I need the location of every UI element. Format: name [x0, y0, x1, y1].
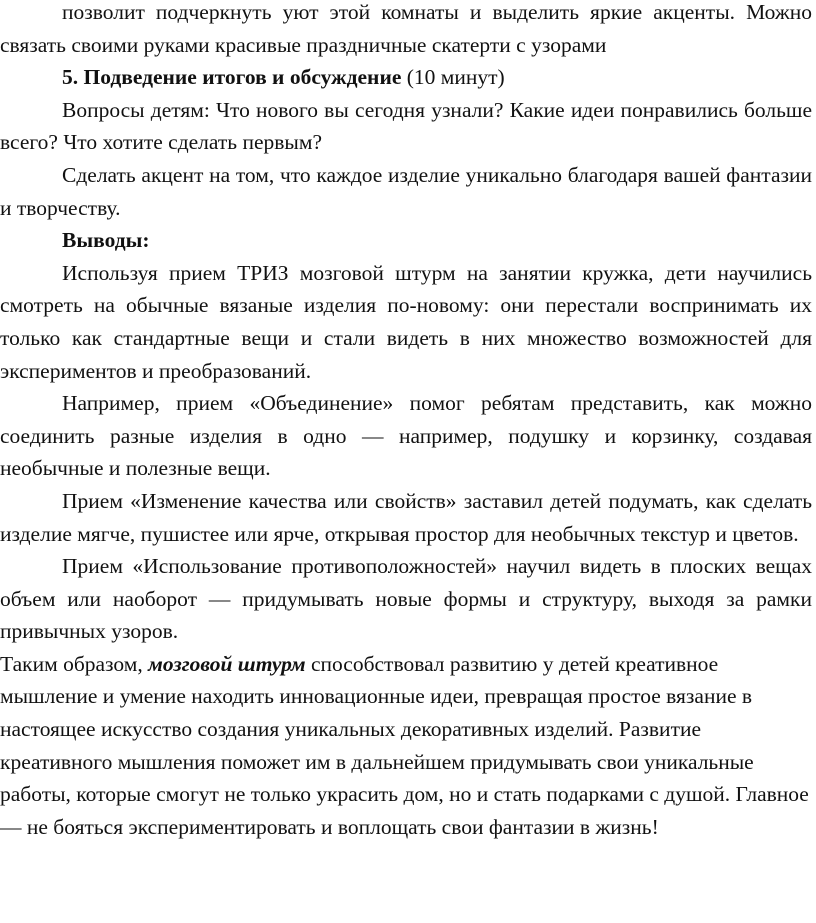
section-heading-conclusions	[0, 224, 812, 257]
section-heading-bold: 5. Подведение итогов и обсуждение	[62, 65, 402, 90]
paragraph-emphasis: Сделать акцент на том, что каждое изделие уникально благодаря вашей фантазии и творчеству.	[0, 162, 812, 220]
paragraph-triz-brainstorm: Используя прием ТРИЗ мозговой штурм на занятии кружка, дети научились смотреть на обычные вязаные изделия по-новому: они перестали воспринимать их только как стандартные вещи и стали видеть в них множество возможностей для экспериментов и преобразований.	[0, 260, 812, 383]
final-conclusion-emphasis: мозговой штурм	[148, 651, 306, 676]
final-conclusion-rest: способствовал развитию у детей креативное мышление и умение находить инновационные идеи, превращая простое вязание в настоящее искусство создания уникальных декоративных изделий. Развитие креативного мышления поможет им в дальнейшем придумывать свои уникальные работы, которые смогут не только украсить дом, но и стать подарками с душой. Главное — не бояться экспериментировать и воплощать свои фантазии в жизнь!	[0, 651, 809, 839]
paragraph-opposites: Прием «Использование противоположностей» научил видеть в плоских вещах объем или наоборот — придумывать новые формы и структуру, выходя за рамки привычных узоров.	[0, 554, 812, 644]
paragraph-final-conclusion	[0, 648, 812, 844]
conclusions-label: Выводы:	[62, 228, 150, 253]
section-heading-summary	[0, 61, 812, 94]
paragraph-intro-continuation: позволит подчеркнуть уют этой комнаты и выделить яркие акценты. Можно связать своими руками красивые праздничные скатерти с узорами	[0, 0, 812, 57]
section-heading-duration: (10 минут)	[401, 65, 505, 90]
paragraph-combination: Например, прием «Объединение» помог ребятам представить, как можно соединить разные изделия в одно — например, подушку и корзинку, создавая необычные и полезные вещи.	[0, 391, 812, 481]
final-conclusion-start: Таким образом,	[0, 651, 149, 676]
paragraph-quality-change: Прием «Изменение качества или свойств» заставил детей подумать, как сделать изделие мягче, пушистее или ярче, открывая простор для необычных текстур и цветов.	[0, 488, 812, 546]
paragraph-questions: Вопросы детям: Что нового вы сегодня узнали? Какие идеи понравились больше всего? Что хотите сделать первым?	[0, 97, 812, 155]
